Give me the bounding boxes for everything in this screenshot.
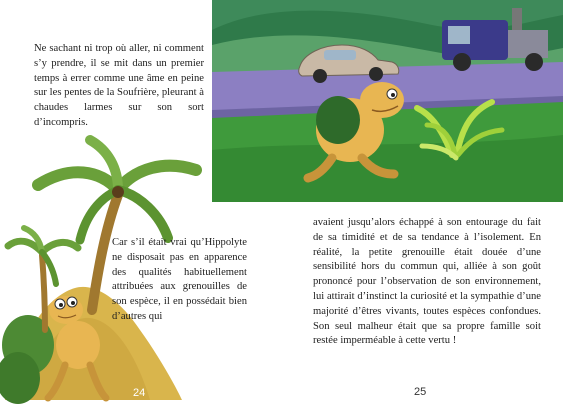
road-scene-illustration [212, 0, 563, 202]
left-page-paragraph-top: Ne sachant ni trop où aller, ni comment s’y prendre, il se mit dans un premier temps à errer comme une âme en peine sur les pentes de la Soufrière, pleurant à chaudes larmes sur son sort d’incompris. [34, 43, 204, 128]
left-page-number: 24 [133, 387, 146, 399]
right-page-number: 25 [414, 386, 427, 398]
right-page-paragraph: avaient jusqu’alors échappé à son entourage du fait de sa timidité et de sa tendance à l’isolement. En réalité, la petite grenouille était douée d’une sensibilité hors du commun qui, alliée à son goût prononcé pour l’observation de son environnement, lui attirait d’instinct la curiosité et la sympathie d’une majorité d’êtres vivants, toutes espèces confondues. Son seul malheur était que sa propre famille soit restée imperméable à cette vertu ! [313, 217, 541, 347]
left-page-paragraph-bottom: Car s’il était vrai qu’Hippolyte ne disposait pas en apparence des qualités habituellement attribuées aux grenouilles de son espèce, il en possédait bien d’autres qui [112, 237, 247, 322]
